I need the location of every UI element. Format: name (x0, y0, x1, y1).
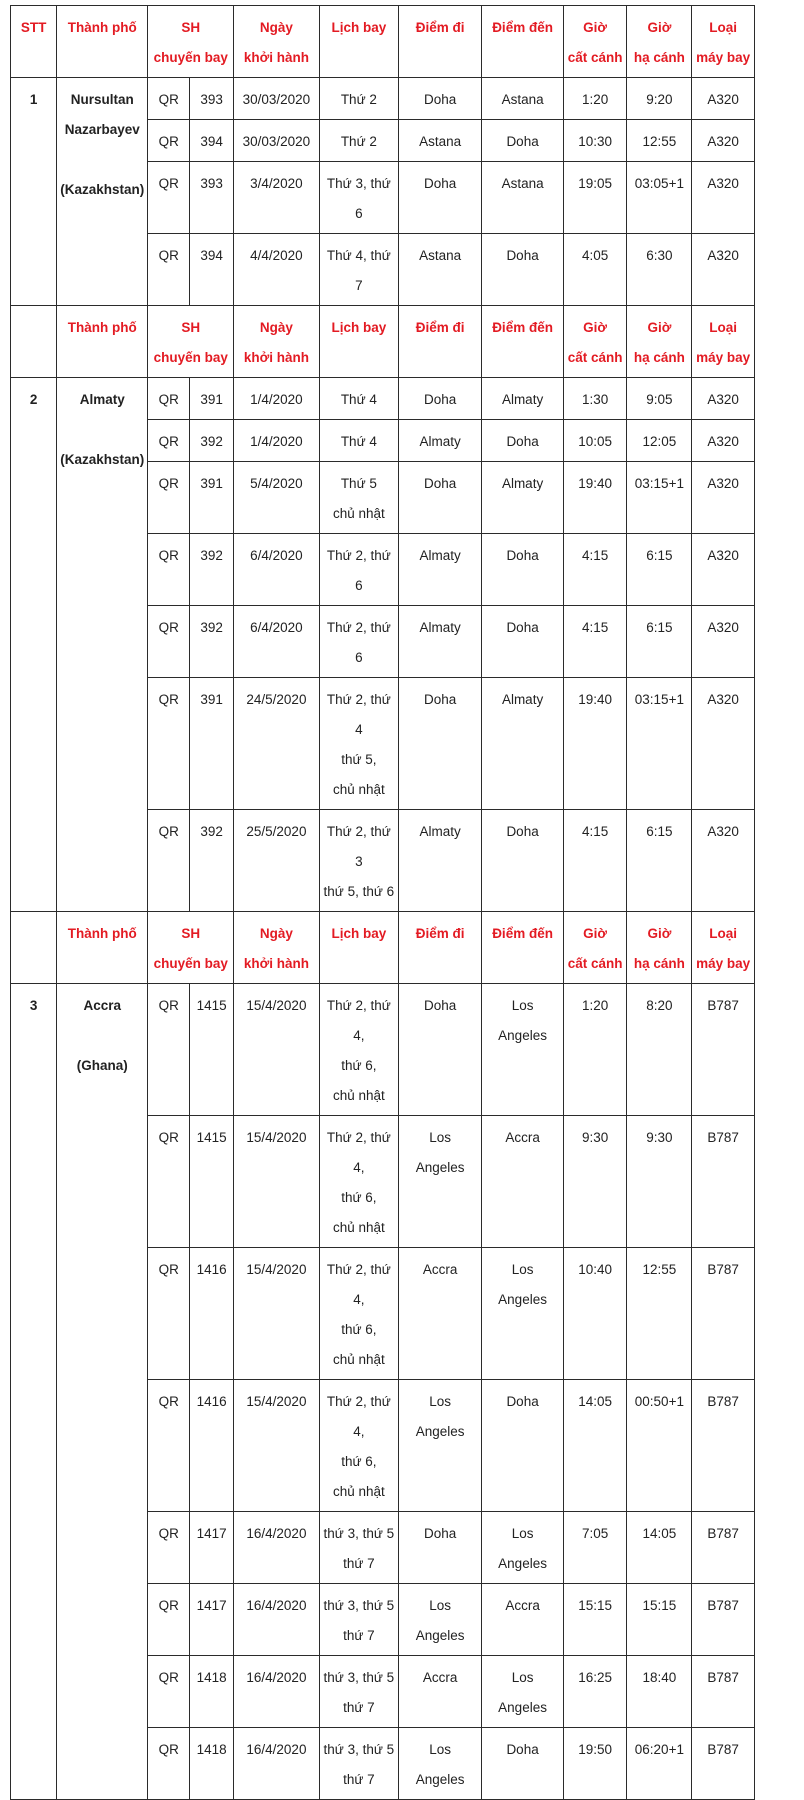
destination-cell: Doha (482, 1728, 563, 1800)
flight-number-cell: 1415 (190, 984, 234, 1116)
departure-date-cell: 5/4/2020 (234, 462, 320, 534)
destination-cell: Astana (482, 78, 563, 120)
departure-time-cell: 4:05 (563, 234, 627, 306)
aircraft-type-cell: A320 (692, 120, 755, 162)
departure-time-cell: 4:15 (563, 606, 627, 678)
header-row (11, 6, 755, 78)
stt-cell: 1 (11, 78, 57, 306)
header-departure-time: Giờ cất cánh (563, 912, 627, 984)
arrival-time-cell: 12:55 (627, 120, 692, 162)
destination-cell: Los Angeles (482, 1512, 563, 1584)
departure-time-cell: 19:40 (563, 678, 627, 810)
arrival-time-cell: 03:15+1 (627, 678, 692, 810)
flight-number-cell: 393 (190, 162, 234, 234)
flight-number-cell: 394 (190, 234, 234, 306)
departure-time-cell: 10:40 (563, 1248, 627, 1380)
header-schedule: Lịch bay (319, 306, 398, 378)
airline-code-cell: QR (148, 1116, 190, 1248)
header-destination: Điểm đến (482, 912, 563, 984)
airline-code-cell: QR (148, 1728, 190, 1800)
stt-cell: 3 (11, 984, 57, 1800)
flight-number-cell: 392 (190, 810, 234, 912)
origin-cell: Doha (398, 678, 482, 810)
header-stt-empty (11, 306, 57, 378)
schedule-cell: thứ 3, thứ 5 thứ 7 (319, 1584, 398, 1656)
schedule-cell: thứ 3, thứ 5 thứ 7 (319, 1512, 398, 1584)
header-row (11, 912, 755, 984)
departure-date-cell: 15/4/2020 (234, 1380, 320, 1512)
aircraft-type-cell: B787 (692, 1656, 755, 1728)
departure-date-cell: 6/4/2020 (234, 606, 320, 678)
destination-cell: Almaty (482, 378, 563, 420)
aircraft-type-cell: A320 (692, 78, 755, 120)
airline-code-cell: QR (148, 162, 190, 234)
destination-cell: Doha (482, 120, 563, 162)
airline-code-cell: QR (148, 234, 190, 306)
arrival-time-cell: 18:40 (627, 1656, 692, 1728)
destination-cell: Doha (482, 1380, 563, 1512)
flight-number-cell: 391 (190, 678, 234, 810)
origin-cell: Doha (398, 378, 482, 420)
arrival-time-cell: 14:05 (627, 1512, 692, 1584)
departure-time-cell: 14:05 (563, 1380, 627, 1512)
schedule-cell: Thứ 4 (319, 378, 398, 420)
origin-cell: Astana (398, 234, 482, 306)
header-schedule: Lịch bay (319, 6, 398, 78)
departure-time-cell: 4:15 (563, 810, 627, 912)
aircraft-type-cell: B787 (692, 1512, 755, 1584)
arrival-time-cell: 00:50+1 (627, 1380, 692, 1512)
departure-date-cell: 15/4/2020 (234, 1116, 320, 1248)
flight-row (11, 378, 755, 420)
arrival-time-cell: 06:20+1 (627, 1728, 692, 1800)
airline-code-cell: QR (148, 1656, 190, 1728)
airline-code-cell: QR (148, 462, 190, 534)
schedule-cell: Thứ 2, thứ 4, thứ 6, chủ nhật (319, 1116, 398, 1248)
header-destination: Điểm đến (482, 306, 563, 378)
destination-cell: Doha (482, 234, 563, 306)
aircraft-type-cell: B787 (692, 1116, 755, 1248)
flight-number-cell: 1417 (190, 1512, 234, 1584)
header-stt: STT (11, 6, 57, 78)
departure-date-cell: 4/4/2020 (234, 234, 320, 306)
origin-cell: Doha (398, 1512, 482, 1584)
schedule-cell: Thứ 5 chủ nhật (319, 462, 398, 534)
destination-cell: Doha (482, 420, 563, 462)
header-origin: Điểm đi (398, 912, 482, 984)
origin-cell: Los Angeles (398, 1116, 482, 1248)
arrival-time-cell: 9:30 (627, 1116, 692, 1248)
departure-date-cell: 1/4/2020 (234, 378, 320, 420)
departure-date-cell: 24/5/2020 (234, 678, 320, 810)
arrival-time-cell: 9:20 (627, 78, 692, 120)
departure-date-cell: 30/03/2020 (234, 120, 320, 162)
aircraft-type-cell: A320 (692, 378, 755, 420)
flight-number-cell: 1418 (190, 1656, 234, 1728)
flight-number-cell: 393 (190, 78, 234, 120)
header-schedule: Lịch bay (319, 912, 398, 984)
airline-code-cell: QR (148, 534, 190, 606)
header-destination: Điểm đến (482, 6, 563, 78)
departure-time-cell: 10:05 (563, 420, 627, 462)
destination-cell: Doha (482, 606, 563, 678)
stt-cell: 2 (11, 378, 57, 912)
schedule-cell: thứ 3, thứ 5 thứ 7 (319, 1728, 398, 1800)
destination-cell: Almaty (482, 678, 563, 810)
arrival-time-cell: 9:05 (627, 378, 692, 420)
flight-number-cell: 392 (190, 534, 234, 606)
airline-code-cell: QR (148, 984, 190, 1116)
header-aircraft-type: Loại máy bay (692, 6, 755, 78)
header-departure-time: Giờ cất cánh (563, 306, 627, 378)
aircraft-type-cell: A320 (692, 234, 755, 306)
flight-number-cell: 1416 (190, 1248, 234, 1380)
arrival-time-cell: 15:15 (627, 1584, 692, 1656)
departure-time-cell: 19:05 (563, 162, 627, 234)
departure-date-cell: 1/4/2020 (234, 420, 320, 462)
city-cell: Almaty (Kazakhstan) (57, 378, 148, 912)
departure-time-cell: 19:50 (563, 1728, 627, 1800)
schedule-cell: Thứ 4 (319, 420, 398, 462)
schedule-cell: Thứ 2, thứ 4 thứ 5, chủ nhật (319, 678, 398, 810)
city-cell: Accra (Ghana) (57, 984, 148, 1800)
header-aircraft-type: Loại máy bay (692, 306, 755, 378)
arrival-time-cell: 6:15 (627, 534, 692, 606)
arrival-time-cell: 6:15 (627, 810, 692, 912)
header-departure-time: Giờ cất cánh (563, 6, 627, 78)
header-stt-empty (11, 912, 57, 984)
departure-date-cell: 15/4/2020 (234, 984, 320, 1116)
airline-code-cell: QR (148, 1380, 190, 1512)
aircraft-type-cell: B787 (692, 1584, 755, 1656)
header-flight-number: SH chuyến bay (148, 6, 234, 78)
schedule-cell: Thứ 2, thứ 4, thứ 6, chủ nhật (319, 1380, 398, 1512)
aircraft-type-cell: A320 (692, 678, 755, 810)
origin-cell: Los Angeles (398, 1728, 482, 1800)
flight-number-cell: 392 (190, 606, 234, 678)
header-flight-number: SH chuyến bay (148, 306, 234, 378)
destination-cell: Los Angeles (482, 984, 563, 1116)
schedule-cell: Thứ 3, thứ 6 (319, 162, 398, 234)
destination-cell: Los Angeles (482, 1248, 563, 1380)
departure-date-cell: 6/4/2020 (234, 534, 320, 606)
airline-code-cell: QR (148, 810, 190, 912)
origin-cell: Almaty (398, 534, 482, 606)
aircraft-type-cell: A320 (692, 810, 755, 912)
arrival-time-cell: 6:15 (627, 606, 692, 678)
flight-number-cell: 394 (190, 120, 234, 162)
airline-code-cell: QR (148, 1584, 190, 1656)
flight-row (11, 78, 755, 120)
origin-cell: Almaty (398, 810, 482, 912)
aircraft-type-cell: A320 (692, 606, 755, 678)
aircraft-type-cell: A320 (692, 534, 755, 606)
departure-time-cell: 7:05 (563, 1512, 627, 1584)
departure-date-cell: 15/4/2020 (234, 1248, 320, 1380)
departure-time-cell: 1:30 (563, 378, 627, 420)
departure-time-cell: 16:25 (563, 1656, 627, 1728)
destination-cell: Doha (482, 810, 563, 912)
header-city: Thành phố (57, 6, 148, 78)
schedule-cell: thứ 3, thứ 5 thứ 7 (319, 1656, 398, 1728)
airline-code-cell: QR (148, 1512, 190, 1584)
origin-cell: Doha (398, 162, 482, 234)
header-city: Thành phố (57, 912, 148, 984)
flight-number-cell: 391 (190, 378, 234, 420)
schedule-cell: Thứ 4, thứ 7 (319, 234, 398, 306)
schedule-cell: Thứ 2, thứ 3 thứ 5, thứ 6 (319, 810, 398, 912)
origin-cell: Almaty (398, 606, 482, 678)
flight-number-cell: 1418 (190, 1728, 234, 1800)
departure-time-cell: 9:30 (563, 1116, 627, 1248)
departure-date-cell: 25/5/2020 (234, 810, 320, 912)
destination-cell: Doha (482, 534, 563, 606)
flight-number-cell: 1417 (190, 1584, 234, 1656)
schedule-cell: Thứ 2 (319, 120, 398, 162)
arrival-time-cell: 03:15+1 (627, 462, 692, 534)
origin-cell: Los Angeles (398, 1380, 482, 1512)
city-cell: Nursultan Nazarbayev (Kazakhstan) (57, 78, 148, 306)
arrival-time-cell: 03:05+1 (627, 162, 692, 234)
destination-cell: Almaty (482, 462, 563, 534)
aircraft-type-cell: B787 (692, 1728, 755, 1800)
schedule-cell: Thứ 2, thứ 4, thứ 6, chủ nhật (319, 984, 398, 1116)
header-departure-date: Ngày khởi hành (234, 6, 320, 78)
flight-number-cell: 391 (190, 462, 234, 534)
flight-number-cell: 392 (190, 420, 234, 462)
destination-cell: Los Angeles (482, 1656, 563, 1728)
flight-number-cell: 1416 (190, 1380, 234, 1512)
airline-code-cell: QR (148, 120, 190, 162)
departure-date-cell: 16/4/2020 (234, 1512, 320, 1584)
departure-time-cell: 1:20 (563, 78, 627, 120)
origin-cell: Almaty (398, 420, 482, 462)
departure-time-cell: 15:15 (563, 1584, 627, 1656)
departure-time-cell: 1:20 (563, 984, 627, 1116)
header-departure-date: Ngày khởi hành (234, 306, 320, 378)
origin-cell: Astana (398, 120, 482, 162)
airline-code-cell: QR (148, 678, 190, 810)
departure-time-cell: 19:40 (563, 462, 627, 534)
aircraft-type-cell: B787 (692, 1380, 755, 1512)
departure-time-cell: 4:15 (563, 534, 627, 606)
origin-cell: Accra (398, 1248, 482, 1380)
aircraft-type-cell: A320 (692, 462, 755, 534)
header-aircraft-type: Loại máy bay (692, 912, 755, 984)
arrival-time-cell: 12:55 (627, 1248, 692, 1380)
departure-time-cell: 10:30 (563, 120, 627, 162)
aircraft-type-cell: B787 (692, 1248, 755, 1380)
arrival-time-cell: 6:30 (627, 234, 692, 306)
flight-number-cell: 1415 (190, 1116, 234, 1248)
departure-date-cell: 16/4/2020 (234, 1584, 320, 1656)
airline-code-cell: QR (148, 378, 190, 420)
header-flight-number: SH chuyến bay (148, 912, 234, 984)
schedule-cell: Thứ 2, thứ 6 (319, 606, 398, 678)
destination-cell: Accra (482, 1584, 563, 1656)
origin-cell: Doha (398, 78, 482, 120)
arrival-time-cell: 8:20 (627, 984, 692, 1116)
header-origin: Điểm đi (398, 6, 482, 78)
schedule-cell: Thứ 2 (319, 78, 398, 120)
airline-code-cell: QR (148, 1248, 190, 1380)
header-arrival-time: Giờ hạ cánh (627, 912, 692, 984)
aircraft-type-cell: B787 (692, 984, 755, 1116)
departure-date-cell: 30/03/2020 (234, 78, 320, 120)
aircraft-type-cell: A320 (692, 162, 755, 234)
header-arrival-time: Giờ hạ cánh (627, 6, 692, 78)
flight-schedule-table (10, 5, 755, 1800)
destination-cell: Accra (482, 1116, 563, 1248)
origin-cell: Los Angeles (398, 1584, 482, 1656)
header-departure-date: Ngày khởi hành (234, 912, 320, 984)
destination-cell: Astana (482, 162, 563, 234)
airline-code-cell: QR (148, 78, 190, 120)
flight-row (11, 984, 755, 1116)
header-origin: Điểm đi (398, 306, 482, 378)
arrival-time-cell: 12:05 (627, 420, 692, 462)
departure-date-cell: 3/4/2020 (234, 162, 320, 234)
header-row (11, 306, 755, 378)
aircraft-type-cell: A320 (692, 420, 755, 462)
airline-code-cell: QR (148, 420, 190, 462)
origin-cell: Accra (398, 1656, 482, 1728)
airline-code-cell: QR (148, 606, 190, 678)
origin-cell: Doha (398, 462, 482, 534)
schedule-cell: Thứ 2, thứ 4, thứ 6, chủ nhật (319, 1248, 398, 1380)
header-city: Thành phố (57, 306, 148, 378)
departure-date-cell: 16/4/2020 (234, 1728, 320, 1800)
schedule-cell: Thứ 2, thứ 6 (319, 534, 398, 606)
header-arrival-time: Giờ hạ cánh (627, 306, 692, 378)
departure-date-cell: 16/4/2020 (234, 1656, 320, 1728)
table-body (11, 6, 755, 1800)
origin-cell: Doha (398, 984, 482, 1116)
